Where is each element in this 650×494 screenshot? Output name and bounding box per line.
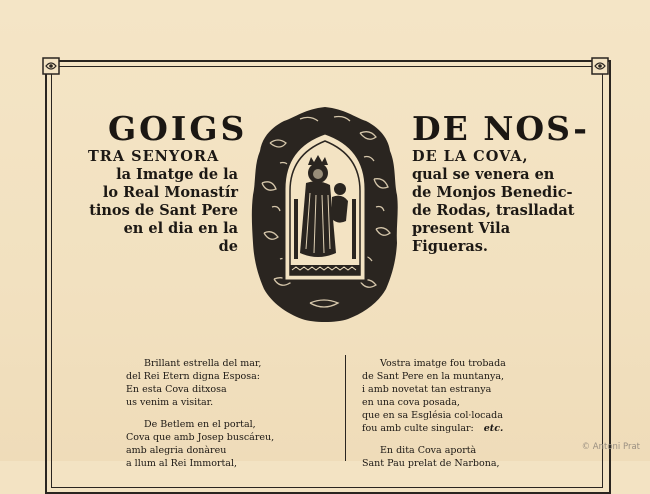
header-right-text	[412, 148, 575, 256]
header-left-line: en el dia en la	[123, 220, 238, 237]
title-left: GOIGS	[108, 109, 248, 148]
verse-line: En esta Cova ditxosa	[126, 384, 227, 395]
header-left-line: tinos de Sant Pere	[89, 202, 238, 219]
verse-line: Vostra imatge fou trobada	[380, 358, 506, 369]
etc-marker: etc.	[483, 423, 504, 434]
corner-ornament-icon	[591, 57, 609, 75]
verse-line: us venim a visitar.	[126, 397, 214, 408]
header-left-line: la Imatge de la	[116, 166, 238, 183]
verse-line: Sant Pau prelat de Narbona,	[362, 458, 500, 469]
verse-line: De Betlem en el portal,	[144, 419, 256, 430]
header-left-text	[88, 148, 238, 256]
title-right: DE NOS-	[412, 109, 589, 148]
header-left-line: de	[218, 238, 238, 255]
header-right-line: de Monjos Benedic-	[412, 184, 573, 201]
verse-line: en una cova posada,	[362, 397, 460, 408]
verse-line: que en sa Església col·locada	[362, 410, 503, 421]
header-right-line: DE LA COVA,	[412, 148, 529, 165]
verse-line: En dita Cova aportà	[380, 445, 477, 456]
header-right-line: present Vila	[412, 220, 511, 237]
corner-ornament-icon	[42, 57, 60, 75]
photo-credit: © Antoni Prat	[581, 442, 640, 452]
verse-line: Brillant estrella del mar,	[144, 358, 262, 369]
verse-line: amb alegria donàreu	[126, 445, 227, 456]
header-right-line: Figueras.	[412, 238, 488, 255]
verse-column-left	[126, 357, 336, 470]
header-left-line: lo Real Monastír	[102, 184, 238, 201]
verse-line: a llum al Rei Immortal,	[126, 458, 238, 469]
verse-line: i amb novetat tan estranya	[362, 384, 492, 395]
verse-line-text: fou amb culte singular:	[362, 423, 474, 434]
header-right-line: de Rodas, traslladat	[412, 202, 575, 219]
verse-line: del Rei Etern digna Esposa:	[126, 371, 261, 382]
verse-line: de Sant Pere en la muntanya,	[362, 371, 504, 382]
header-right-line: qual se venera en	[412, 166, 555, 183]
verse-column-right	[362, 357, 562, 470]
verse-line	[362, 422, 562, 435]
column-divider	[345, 355, 346, 461]
verse-line: Cova que amb Josep buscáreu,	[126, 432, 275, 443]
virgin-and-child-woodcut-icon	[250, 103, 400, 325]
header-left-line: TRA SENYORA	[88, 148, 220, 165]
